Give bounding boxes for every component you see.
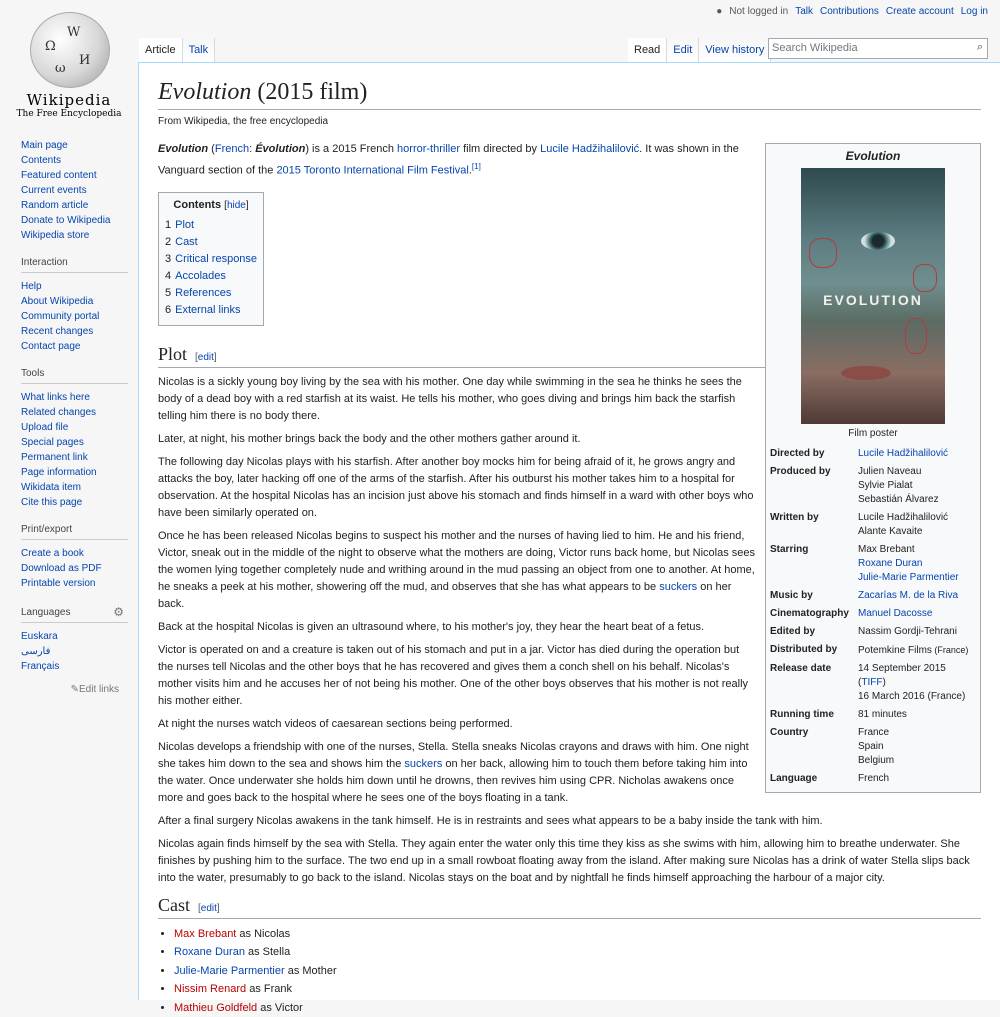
- infobox-value: 81 minutes: [858, 709, 907, 720]
- toc-number: 5: [165, 286, 172, 299]
- infobox-value: Belgium: [858, 755, 895, 766]
- infobox-value: Alante Kavaite: [858, 526, 923, 537]
- search-placeholder: Search Wikipedia: [772, 42, 858, 54]
- poster-eye-graphic: [861, 232, 895, 250]
- infobox-value: Julien Naveau: [858, 466, 922, 477]
- director-link-intro[interactable]: Lucile Hadžihalilović: [540, 143, 640, 155]
- print-portal: [0, 524, 138, 591]
- talk-link[interactable]: Talk: [795, 6, 813, 17]
- intro-french-title: Évolution: [255, 143, 306, 155]
- infobox-label: Starring: [770, 544, 809, 555]
- cast-role: as Mother: [284, 964, 337, 977]
- infobox-row-running: [770, 708, 976, 722]
- toc-item-references[interactable]: [165, 285, 257, 302]
- poster-scribble: [913, 264, 937, 292]
- sidebar-item-store[interactable]: Wikipedia store: [21, 230, 90, 241]
- cast-role: as Victor: [257, 1001, 303, 1014]
- tab-edit[interactable]: Edit: [667, 38, 699, 62]
- gear-icon[interactable]: ⚙: [113, 605, 124, 619]
- not-logged-in-status: Not logged in: [729, 6, 789, 17]
- puzzle-globe-icon: Ω W И ω: [30, 12, 110, 88]
- infobox-value: Sebastián Álvarez: [858, 494, 939, 505]
- toc-label[interactable]: Critical response: [175, 252, 258, 265]
- sidebar-item-printable-version[interactable]: Printable version: [21, 578, 96, 589]
- article-content: [138, 62, 1000, 1014]
- sidebar-item-special-pages[interactable]: Special pages: [21, 437, 84, 448]
- section-title: Plot: [158, 343, 188, 364]
- plot-paragraph: Nicolas is a sickly young boy living by the sea with his mother. One day while swimming in the sea he thinks he sees the body of a dead boy with a red starfish at its waist. He tells his mother, who goes diving and brings him back the starfish telling him there is no body there.: [158, 375, 742, 422]
- infobox-row-release: [770, 662, 976, 704]
- wikipedia-logo[interactable]: [0, 0, 138, 130]
- print-heading: Print/export: [21, 524, 73, 535]
- intro-title: Evolution: [158, 143, 209, 155]
- toc-number: 6: [165, 303, 172, 316]
- starring-link-roxane-duran[interactable]: Roxane Duran: [858, 558, 923, 569]
- sidebar-item-create-book[interactable]: Create a book: [21, 548, 84, 559]
- intro-text: .: [468, 164, 472, 177]
- page-title: [158, 77, 981, 110]
- intro-text: film directed by: [460, 143, 541, 155]
- infobox-label: Written by: [770, 512, 819, 523]
- tiff-link[interactable]: TIFF: [861, 677, 883, 688]
- plot-text: on her back, allowing him to touch them before taking him into the water. Once underwater she holds him down until he drowns, then revives him using CPR. Nicholas awakens once more and goes back to the hospital where he sees one of the boys floating in a tank.: [158, 757, 748, 804]
- edit-links[interactable]: [0, 684, 138, 695]
- tab-read[interactable]: Read: [628, 38, 667, 62]
- language-link-persian[interactable]: فارسی: [21, 646, 51, 657]
- infobox-value: Max Brebant: [858, 544, 915, 555]
- infobox-value: France: [858, 727, 890, 738]
- tab-view-history[interactable]: View history: [699, 38, 771, 62]
- cast-heading: Cast [edit]: [158, 895, 981, 919]
- sidebar-item-community-portal[interactable]: Community portal: [21, 311, 100, 322]
- sidebar-item-page-information[interactable]: Page information: [21, 467, 97, 478]
- edit-links-label: Edit links: [78, 684, 119, 695]
- create-account-link[interactable]: Create account: [885, 6, 954, 17]
- personal-tools: [716, 6, 988, 17]
- login-link[interactable]: Log in: [960, 6, 988, 17]
- infobox-label: Music by: [770, 590, 813, 601]
- toc-label[interactable]: Cast: [175, 235, 198, 248]
- sidebar-item-contents[interactable]: Contents: [21, 155, 62, 166]
- toc-hide-button[interactable]: hide: [226, 199, 246, 211]
- cast-link-mathieu-goldfeld[interactable]: Mathieu Goldfeld: [174, 1001, 258, 1014]
- sidebar-item-about[interactable]: About Wikipedia: [21, 296, 94, 307]
- poster-scribble: [809, 238, 837, 268]
- toc-item-accolades[interactable]: [165, 268, 257, 285]
- toc-label[interactable]: Accolades: [175, 269, 226, 282]
- sidebar-item-featured-content[interactable]: Featured content: [21, 170, 97, 181]
- sidebar-item-permanent-link[interactable]: Permanent link: [21, 452, 88, 463]
- cast-link-nissim-renard[interactable]: Nissim Renard: [174, 983, 247, 996]
- poster-lips-graphic: [841, 366, 891, 380]
- tools-portal: [0, 368, 138, 510]
- cast-link-max-brebant[interactable]: Max Brebant: [174, 927, 237, 940]
- list-item: [174, 962, 981, 981]
- tab-talk[interactable]: Talk: [183, 38, 216, 62]
- sidebar-item-help[interactable]: Help: [21, 281, 42, 292]
- tools-heading: Tools: [21, 368, 45, 379]
- languages-portal: [0, 605, 138, 674]
- infobox-value: 16 March 2016 (France): [858, 691, 966, 702]
- interaction-heading: Interaction: [21, 257, 68, 268]
- infobox-row-produced: [770, 465, 976, 507]
- toc-number: 4: [165, 269, 172, 282]
- cast-edit-link[interactable]: edit: [200, 902, 217, 914]
- suckers-link[interactable]: suckers: [404, 757, 443, 770]
- intro-text: (: [208, 143, 215, 155]
- toc-title: Contents: [173, 198, 222, 211]
- plot-heading: Plot [edit]: [158, 344, 981, 368]
- user-icon: ●: [716, 6, 723, 17]
- music-link[interactable]: Zacarías M. de la Riva: [858, 590, 959, 601]
- infobox-row-directed: [770, 447, 976, 461]
- infobox-title: Evolution: [845, 149, 901, 163]
- infobox-row-edited: [770, 625, 976, 639]
- infobox-row-country: [770, 726, 976, 768]
- divider: [21, 383, 128, 384]
- horror-thriller-link[interactable]: horror-thriller: [397, 143, 461, 155]
- infobox-label: Produced by: [770, 466, 831, 477]
- infobox-row-written: [770, 511, 976, 539]
- sidebar-item-random-article[interactable]: Random article: [21, 200, 89, 211]
- poster-caption: Film poster: [848, 428, 898, 439]
- toc-number: 2: [165, 235, 172, 248]
- toc-label[interactable]: External links: [175, 303, 241, 316]
- toc-label[interactable]: References: [175, 286, 232, 299]
- infobox-value: ): [882, 677, 886, 688]
- plot-paragraph: At night the nurses watch videos of caesarean sections being performed.: [158, 717, 513, 730]
- languages-heading: Languages: [21, 606, 71, 618]
- plot-text: on her back.: [158, 580, 732, 610]
- infobox-label: Language: [770, 773, 818, 784]
- search-icon[interactable]: ⌕: [976, 41, 983, 53]
- cast-role: as Nicolas: [236, 927, 291, 940]
- sidebar-item-upload-file[interactable]: Upload file: [21, 422, 69, 433]
- toc-item-plot[interactable]: [165, 217, 257, 234]
- plot-edit-link[interactable]: edit: [197, 351, 214, 363]
- cast-link-julie-marie-parmentier[interactable]: Julie-Marie Parmentier: [174, 964, 285, 977]
- view-tabs: [628, 38, 771, 62]
- page-title-italic: Evolution: [158, 79, 252, 105]
- language-link-francais[interactable]: Français: [21, 661, 60, 672]
- plot-text: Once he has been released Nicolas begins to suspect his mother and the nurses of having lied to him. He and his friend, Victor, sneak out in the middle of the night to observe what the mothers are doing, Victor runs back home, but Nicolas sees the women lying together completely nude and writhing around in the mud passing an object from one to another. At home, he sneaks a peek at his mother, showering off the mud, and observes that she has what appears to be: [158, 529, 755, 593]
- plot-paragraph: After a final surgery Nicolas awakens in the tank himself. He is in restraints and sees what appears to be a baby inside the tank with him.: [158, 814, 823, 827]
- divider: [21, 539, 128, 540]
- infobox-row-starring: [770, 543, 976, 585]
- cast-list: [158, 925, 981, 1017]
- film-infobox: [765, 143, 981, 793]
- list-item: [174, 925, 981, 944]
- infobox-value: French: [858, 773, 890, 784]
- director-link[interactable]: Lucile Hadžihalilović: [858, 448, 949, 459]
- intro-text: :: [249, 143, 256, 155]
- language-link-euskara[interactable]: Euskara: [21, 631, 58, 642]
- starring-link-julie-marie-parmentier[interactable]: Julie-Marie Parmentier: [858, 572, 959, 583]
- toc-item-cast[interactable]: [165, 234, 257, 251]
- infobox-value: Potemkine Films: [858, 645, 932, 656]
- pencil-icon: ✎: [70, 684, 79, 695]
- list-item: [174, 943, 981, 962]
- infobox-label: Distributed by: [770, 644, 838, 655]
- list-item: [174, 999, 981, 1017]
- infobox-row-cinematography: [770, 607, 976, 621]
- sidebar-item-current-events[interactable]: Current events: [21, 185, 87, 196]
- toc-item-external-links[interactable]: [165, 302, 257, 319]
- toc-number: 1: [165, 218, 172, 231]
- infobox-value: Lucile Hadžihalilović: [858, 512, 949, 523]
- infobox-label: Directed by: [770, 448, 825, 459]
- infobox-label: Cinematography: [770, 608, 849, 619]
- divider: [21, 272, 128, 273]
- infobox-value: Nassim Gordji-Tehrani: [858, 626, 957, 637]
- cast-role: as Frank: [246, 983, 292, 996]
- film-poster[interactable]: [801, 168, 945, 424]
- search-input[interactable]: [768, 38, 988, 59]
- cast-role: as Stella: [244, 946, 291, 959]
- intro-text: ) is a 2015 French: [305, 143, 398, 155]
- namespace-tabs: [139, 38, 215, 62]
- infobox-value: Spain: [858, 741, 884, 752]
- sidebar-item-contact[interactable]: Contact page: [21, 341, 81, 352]
- logo-wordmark: Wikipedia: [26, 91, 112, 109]
- plot-paragraph: Victor is operated on and a creature is taken out of his stomach and put in a jar. Victor has died during the operation but the nurses tell Nicolas and the other boys that he has recovered and gives them a conch shell on his behalf. Nicolas's mother visits him and he accuses her of not being his mother. One of the other boys observes that his mother is not really his mother either.: [158, 643, 749, 707]
- infobox-label: Running time: [770, 709, 834, 720]
- plot-paragraph: Nicolas again finds himself by the sea with Stella. They again enter the water only this time they kiss as she swims with him, allowing him to breathe underwater. She finishes by pushing him to the surface. The two end up in a small rowboat floating away from the island. After making sure Nicolas has a drink of water Stella slips back into the water, presumably to go back to the island. Nicolas stays on the boat and by nightfall he finds himself approaching the harbour of a major city.: [158, 837, 970, 884]
- plot-paragraph: Later, at night, his mother brings back the body and the other mothers gather around it.: [158, 432, 581, 445]
- suckers-link[interactable]: suckers: [659, 580, 698, 593]
- toc-title-row: Contents [hide]: [173, 198, 249, 211]
- navigation-portal: [0, 138, 138, 243]
- infobox-value: Sylvie Pialat: [858, 480, 913, 491]
- plot-paragraph: The following day Nicolas plays with his starfish. After another boy mocks him for being afraid of it, he grows angry and attacks the boy, later hacking off one of the arms of the starfish. After his outburst his mother takes him to a hospital for observation. At the hospital Nicolas has an incision just above his stomach and finds himself in a ward with other boys who have been similarly operated on.: [158, 455, 754, 519]
- french-language-link[interactable]: French: [214, 143, 250, 155]
- plot-text: Nicolas develops a friendship with one of the nurses, Stella. Stella sneaks Nicolas crayons and draws with him. One night she takes him down to the sea and shows him the: [158, 740, 749, 770]
- infobox-label: Edited by: [770, 626, 816, 637]
- toc-item-critical-response[interactable]: [165, 251, 257, 268]
- contributions-link[interactable]: Contributions: [820, 6, 879, 17]
- sidebar-item-main-page[interactable]: Main page: [21, 140, 68, 151]
- sidebar-item-cite-this-page[interactable]: Cite this page: [21, 497, 83, 508]
- toc-number: 3: [165, 252, 172, 265]
- sidebar-item-recent-changes[interactable]: Recent changes: [21, 326, 94, 337]
- interaction-portal: [0, 257, 138, 354]
- cast-link-roxane-duran[interactable]: Roxane Duran: [174, 946, 245, 959]
- infobox-label: Country: [770, 727, 809, 738]
- tiff-2015-link[interactable]: 2015 Toronto International Film Festival: [276, 164, 469, 177]
- table-of-contents: [158, 192, 264, 326]
- logo-tagline: The Free Encyclopedia: [16, 109, 122, 119]
- page-title-rest: (2015 film): [251, 79, 368, 105]
- infobox-value-note: (France): [931, 645, 969, 655]
- list-item: [174, 980, 981, 999]
- infobox-row-language: [770, 772, 976, 786]
- infobox-row-music: [770, 589, 976, 603]
- sidebar: [0, 138, 138, 695]
- sidebar-item-donate[interactable]: Donate to Wikipedia: [21, 215, 111, 226]
- poster-scribble: [905, 318, 927, 354]
- infobox-label: Release date: [770, 663, 832, 674]
- sidebar-item-related-changes[interactable]: Related changes: [21, 407, 97, 418]
- poster-title-text: EVOLUTION: [823, 292, 923, 308]
- tab-article[interactable]: Article: [139, 38, 183, 62]
- section-title: Cast: [158, 894, 191, 915]
- sidebar-item-wikidata-item[interactable]: Wikidata item: [21, 482, 82, 493]
- intro-text: . It was shown in the Vanguard section of the: [158, 143, 739, 177]
- divider: [21, 622, 128, 623]
- infobox-value: 14 September 2015 (: [858, 663, 946, 688]
- reference-1-link[interactable]: [1]: [471, 162, 481, 171]
- infobox-row-distributed: [770, 643, 976, 658]
- sidebar-item-what-links-here[interactable]: What links here: [21, 392, 90, 403]
- toc-label[interactable]: Plot: [175, 218, 195, 231]
- sidebar-item-download-pdf[interactable]: Download as PDF: [21, 563, 102, 574]
- plot-paragraph: Back at the hospital Nicolas is given an ultrasound where, to his mother's joy, they hear the heart beat of a fetus.: [158, 620, 705, 633]
- site-subtitle: From Wikipedia, the free encyclopedia: [158, 116, 329, 127]
- cinematography-link[interactable]: Manuel Dacosse: [858, 608, 933, 619]
